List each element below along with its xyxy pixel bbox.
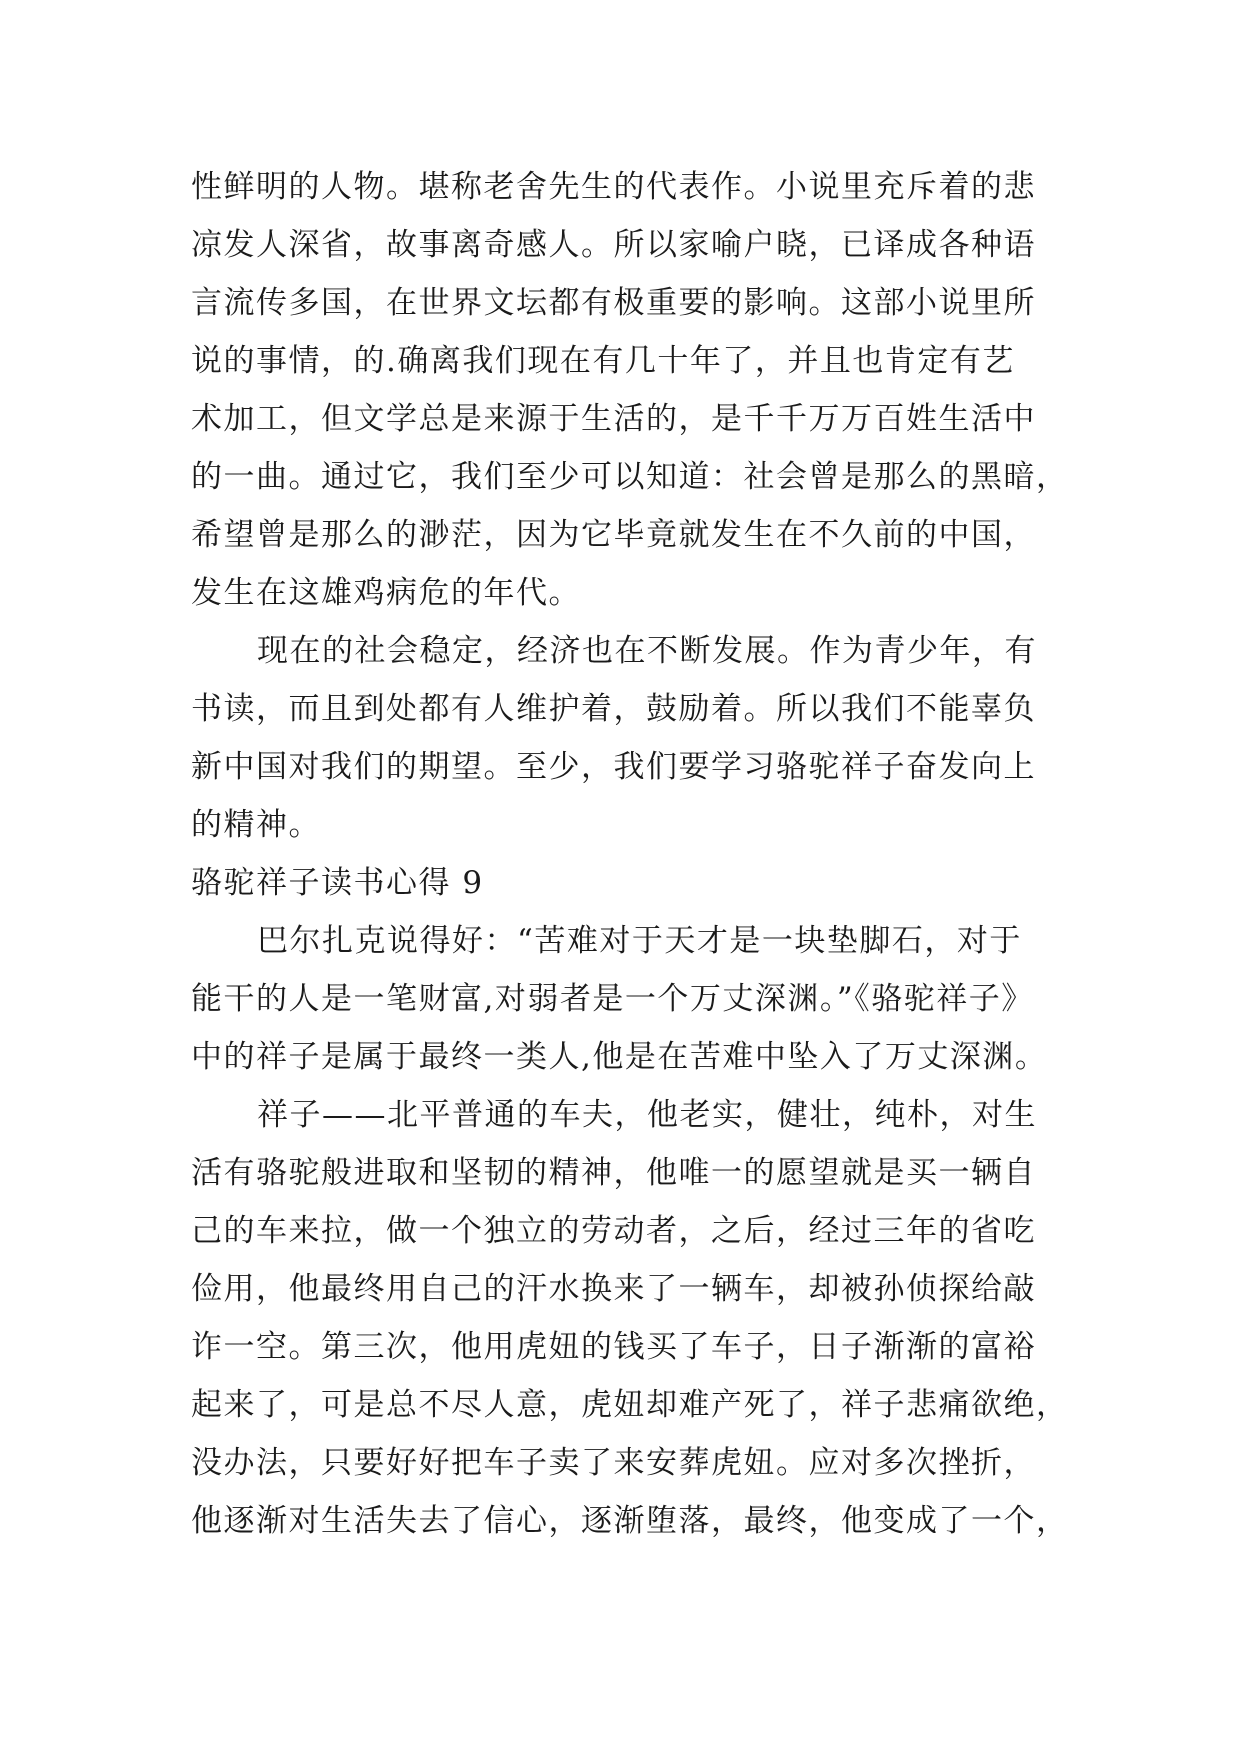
text-line: 活有骆驼般进取和坚韧的精神，他唯一的愿望就是买一辆自 [191,1155,1036,1191]
body-text [191,158,1069,1550]
text-line: 希望曾是那么的渺茫，因为它毕竟就发生在不久前的中国， [191,517,1036,553]
text-line: 能干的人是一笔财富,对弱者是一个万丈深渊。”《骆驼祥子》 [191,981,1034,1017]
text-line: 书读，而且到处都有人维护着，鼓励着。所以我们不能辜负 [191,691,1036,727]
text-line: 起来了，可是总不尽人意，虎妞却难产死了，祥子悲痛欲绝， [191,1387,1069,1423]
text-line: 己的车来拉，做一个独立的劳动者，之后，经过三年的省吃 [191,1213,1036,1249]
text-line: 说的事情，的.确离我们现在有几十年了，并且也肯定有艺 [191,343,1015,379]
text-line: 言流传多国，在世界文坛都有极重要的影响。这部小说里所 [191,285,1036,321]
text-line: 术加工，但文学总是来源于生活的，是千千万万百姓生活中 [191,401,1036,437]
text-line: 凉发人深省，故事离奇感人。所以家喻户晓，已译成各种语 [191,227,1036,263]
text-line: 性鲜明的人物。堪称老舍先生的代表作。小说里充斥着的悲 [191,169,1036,205]
text-line: 诈一空。第三次，他用虎妞的钱买了车子，日子渐渐的富裕 [191,1329,1036,1365]
text-line: 他逐渐对生活失去了信心，逐渐堕落，最终，他变成了一个， [191,1503,1069,1539]
text-line: 新中国对我们的期望。至少，我们要学习骆驼祥子奋发向上 [191,749,1036,785]
text-line: 中的祥子是属于最终一类人,他是在苦难中坠入了万丈深渊。 [191,1039,1048,1075]
paragraph-start-line: 祥子——北平普通的车夫，他老实，健壮，纯朴，对生 [257,1097,1037,1133]
paragraph-start-line: 现在的社会稳定，经济也在不断发展。作为青少年，有 [257,633,1037,669]
text-line: 的一曲。通过它，我们至少可以知道：社会曾是那么的黑暗， [191,459,1069,495]
paragraph-start-line: 巴尔扎克说得好：“苦难对于天才是一块垫脚石，对于 [257,923,1022,959]
text-line: 俭用，他最终用自己的汗水换来了一辆车，却被孙侦探给敲 [191,1271,1036,1307]
section-heading: 骆驼祥子读书心得 9 [191,865,484,901]
text-line: 的精神。 [191,807,321,843]
text-line: 发生在这雄鸡病危的年代。 [191,575,581,611]
text-line: 没办法，只要好好把车子卖了来安葬虎妞。应对多次挫折， [191,1445,1036,1481]
